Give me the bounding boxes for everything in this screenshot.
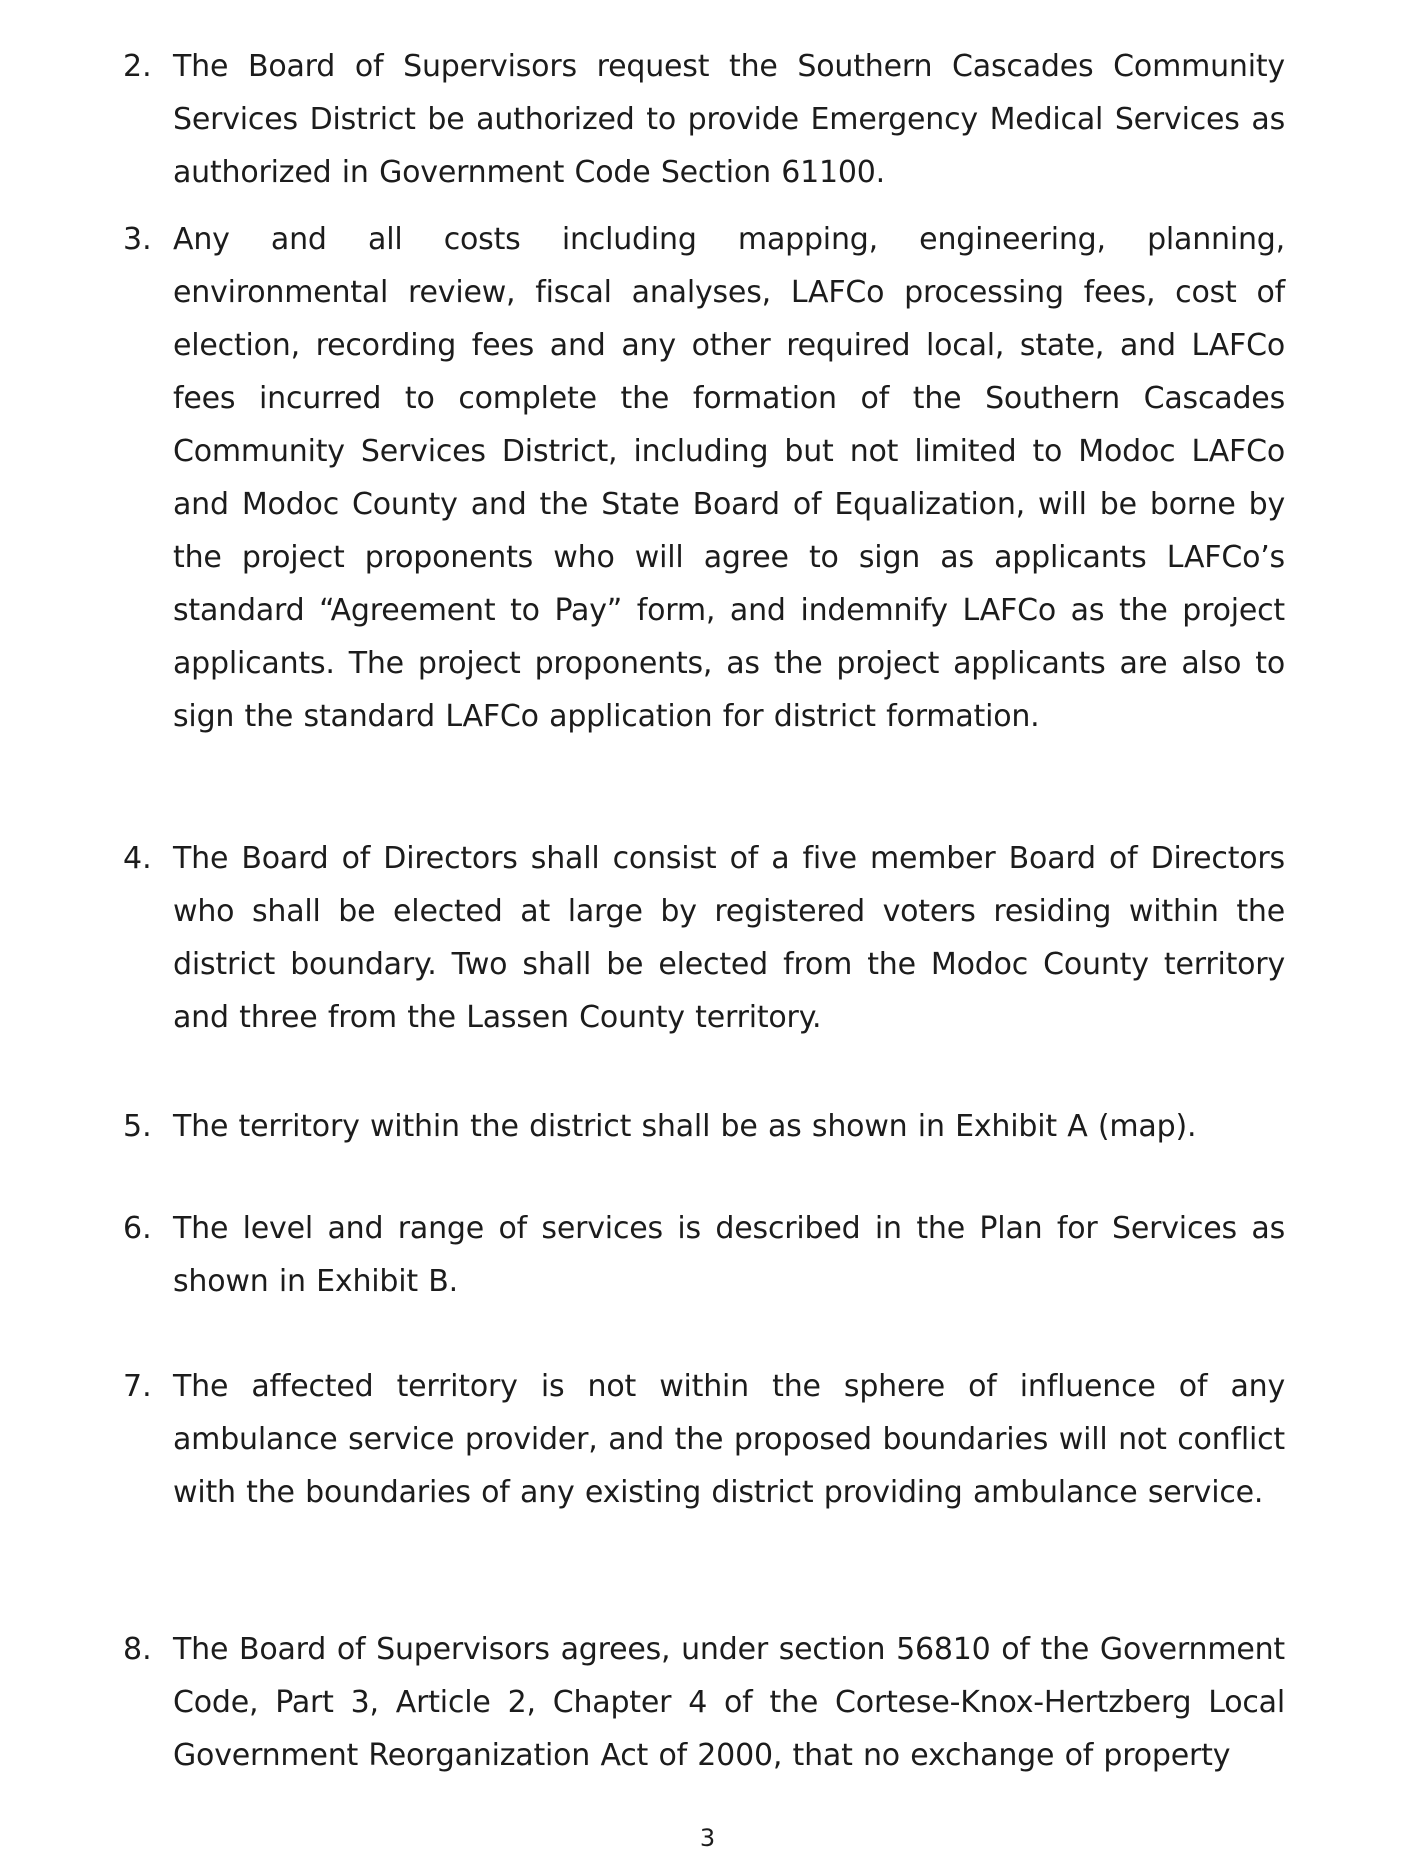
list-item-2 [123,40,1285,199]
item-text: The territory within the district shall be as shown in Exhibit A (map). [173,1109,1197,1144]
item-text: The Board of Directors shall consist of a five member Board of Directors who shall be elected at large by registered voters residing within the district boundary. Two shall be elected from the Modoc County territory and three from the Lassen County territory. [173,841,1285,1035]
item-number: 4. [123,841,152,876]
item-text: The Board of Supervisors request the Southern Cascades Community Services District be authorized to provide Emergency Medical Services as authorized in Government Code Section 61100. [173,49,1285,190]
item-text: The Board of Supervisors agrees, under section 56810 of the Government Code, Part 3, Article 2, Chapter 4 of the Cortese-Knox-Hertzberg Local Government Reorganization Act of 2000, that no exchange of property [173,1632,1285,1773]
item-number: 6. [123,1211,152,1246]
list-item-6 [123,1202,1285,1308]
item-number: 2. [123,49,152,84]
page-number: 3 [699,1824,716,1852]
item-text: The affected territory is not within the sphere of influence of any ambulance service provider, and the proposed boundaries will not conflict with the boundaries of any existing district providing ambulance service. [173,1369,1285,1510]
item-number: 7. [123,1369,152,1404]
item-number: 5. [123,1109,152,1144]
item-text: Any and all costs including mapping, engineering, planning, environmental review, fiscal analyses, LAFCo processing fees, cost of election, recording fees and any other required local, state, and LAFCo fees incurred to complete the formation of the Southern Cascades Community Services District, including but not limited to Modoc LAFCo and Modoc County and the State Board of Equalization, will be borne by the project proponents who will agree to sign as applicants LAFCo’s standard “Agreement to Pay” form, and indemnify LAFCo as the project applicants. The project proponents, as the project applicants are also to sign the standard LAFCo application for district formation. [173,222,1285,734]
list-item-5 [123,1100,1285,1153]
item-number: 8. [123,1632,152,1667]
item-number: 3. [123,222,152,257]
item-text: The level and range of services is described in the Plan for Services as shown in Exhibit B. [173,1211,1285,1299]
list-item-8 [123,1623,1285,1782]
list-item-3 [123,213,1285,743]
list-item-4 [123,832,1285,1044]
list-item-7 [123,1360,1285,1519]
